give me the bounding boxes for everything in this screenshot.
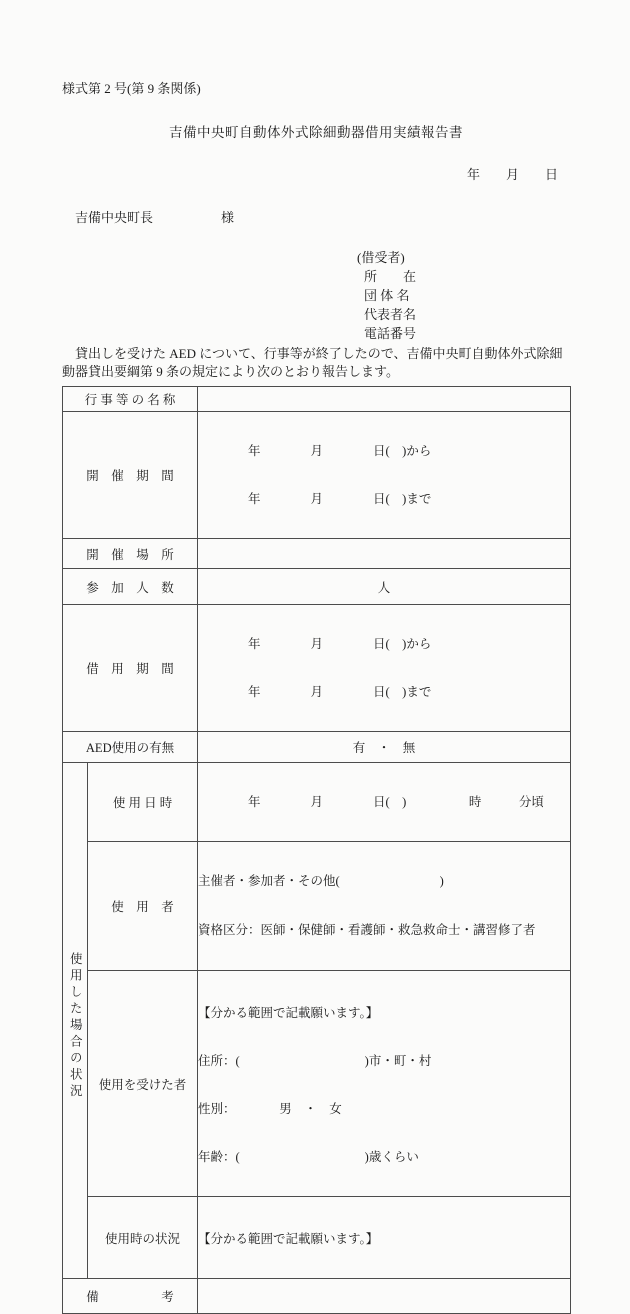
body-paragraph-line2: 動器貸出要綱第 9 条の規定により次のとおり報告します。 xyxy=(62,364,399,379)
usage-situation-note: 【分かる範囲で記載願います。】 xyxy=(198,1232,379,1246)
usage-recipient-value xyxy=(198,971,571,1197)
usage-recipient-note: 【分かる範囲で記載願います。】 xyxy=(198,1006,379,1020)
row-event-name xyxy=(63,387,571,412)
participants-label: 参 加 人 数 xyxy=(63,569,198,605)
borrower-block xyxy=(62,248,570,343)
event-period-value xyxy=(198,412,571,539)
row-aed-used xyxy=(63,732,571,763)
aed-used-value: 有 ・ 無 xyxy=(198,732,571,763)
usage-datetime-line: 年 月 日( ) 時 分頃 xyxy=(248,795,544,809)
remarks-label: 備 考 xyxy=(63,1279,198,1314)
usage-group-cell xyxy=(63,763,88,1279)
honorific-label: 様 xyxy=(221,210,235,225)
borrower-heading: (借受者) xyxy=(357,250,405,265)
usage-user-label: 使 用 者 xyxy=(88,842,198,971)
usage-recipient-label: 使用を受けた者 xyxy=(88,971,198,1197)
usage-datetime-value xyxy=(198,763,571,842)
event-name-label: 行 事 等 の 名 称 xyxy=(63,387,198,412)
loan-period-value xyxy=(198,605,571,732)
report-table xyxy=(62,386,571,1314)
row-event-place xyxy=(63,539,571,569)
event-period-to: 年 月 日( )まで xyxy=(248,492,432,506)
row-remarks xyxy=(63,1279,571,1314)
borrower-field-address: 所 在 xyxy=(364,269,417,284)
row-usage-datetime xyxy=(63,763,571,842)
loan-period-from: 年 月 日( )から xyxy=(248,637,432,651)
usage-user-value xyxy=(198,842,571,971)
event-period-label: 開 催 期 間 xyxy=(63,412,198,539)
borrower-field-org-name: 団 体 名 xyxy=(364,288,410,303)
addressee: 吉備中央町長 xyxy=(75,210,154,225)
body-paragraph xyxy=(62,345,570,381)
usage-user-line2: 資格区分：医師・保健師・看護師・救急救命士・講習修了者 xyxy=(198,923,536,937)
participants-value: 人 xyxy=(198,569,571,605)
usage-recipient-gender: 性別： 男 ・ 女 xyxy=(198,1102,342,1116)
remarks-value xyxy=(198,1279,571,1314)
event-place-label: 開 催 場 所 xyxy=(63,539,198,569)
row-usage-situation xyxy=(63,1197,571,1279)
usage-user-line1: 主催者・参加者・その他( ) xyxy=(198,874,444,888)
event-name-value xyxy=(198,387,571,412)
aed-used-label: AED使用の有無 xyxy=(63,732,198,763)
loan-period-to: 年 月 日( )まで xyxy=(248,685,432,699)
usage-recipient-age: 年齢：( )歳くらい xyxy=(198,1150,419,1164)
usage-datetime-label: 使 用 日 時 xyxy=(88,763,198,842)
date-line: 年 月 日 xyxy=(466,167,558,182)
row-loan-period xyxy=(63,605,571,732)
borrower-field-phone: 電話番号 xyxy=(364,326,417,341)
borrower-field-representative: 代表者名 xyxy=(364,307,417,322)
row-usage-user xyxy=(63,842,571,971)
row-participants xyxy=(63,569,571,605)
form-number: 様式第 2 号(第 9 条関係) xyxy=(62,81,201,96)
usage-group-vertical-label: 使用した場合の状況 xyxy=(68,951,83,1101)
usage-situation-label: 使用時の状況 xyxy=(88,1197,198,1279)
usage-situation-value xyxy=(198,1197,571,1279)
loan-period-label: 借 用 期 間 xyxy=(63,605,198,732)
addressee-line xyxy=(62,207,570,226)
document-title: 吉備中央町自動体外式除細動器借用実績報告書 xyxy=(169,125,463,140)
event-place-value xyxy=(198,539,571,569)
row-usage-recipient xyxy=(63,971,571,1197)
row-event-period xyxy=(63,412,571,539)
body-paragraph-line1: 貸出しを受けた AED について、行事等が終了したので、吉備中央町自動体外式除細 xyxy=(62,346,563,361)
usage-recipient-address: 住所：( )市・町・村 xyxy=(198,1054,432,1068)
event-period-from: 年 月 日( )から xyxy=(248,444,432,458)
